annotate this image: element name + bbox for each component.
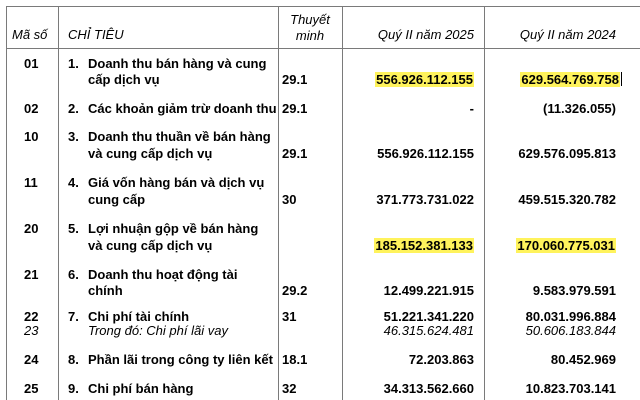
row-note: 29.2 bbox=[282, 283, 308, 298]
row-label-line2: cung cấp bbox=[88, 192, 146, 207]
row-number: 1. bbox=[68, 56, 79, 71]
row-number: 6. bbox=[68, 267, 79, 282]
row-label: Trong đó: Chi phí lãi vay bbox=[88, 323, 228, 338]
highlight: 170.060.775.031 bbox=[517, 238, 615, 253]
header-item: CHỈ TIÊU bbox=[68, 27, 124, 42]
row-value-2024 bbox=[484, 238, 616, 253]
header-note-line1: Thuyết bbox=[290, 12, 330, 27]
row-label: Doanh thu thuần về bán hàng bbox=[88, 129, 271, 144]
row-label-line2: và cung cấp dịch vụ bbox=[88, 146, 213, 161]
row-value-2024: 80.452.969 bbox=[550, 352, 616, 367]
row-value-2025: 371.773.731.022 bbox=[376, 192, 474, 207]
row-code: 23 bbox=[24, 323, 39, 338]
row-label: Chi phí tài chính bbox=[88, 309, 190, 324]
row-label: Lợi nhuận gộp về bán hàng bbox=[88, 221, 259, 236]
row-label-line2: và cung cấp dịch vụ bbox=[88, 238, 213, 253]
row-label: Doanh thu hoạt động tài bbox=[88, 267, 238, 282]
row-value-2025: 51.221.341.220 bbox=[383, 309, 474, 324]
row-value-2024: 9.583.979.591 bbox=[532, 283, 616, 298]
row-code: 02 bbox=[24, 101, 39, 116]
row-code: 11 bbox=[24, 175, 38, 190]
header-q2-2024: Quý II năm 2024 bbox=[519, 27, 616, 42]
row-value-2024 bbox=[484, 72, 622, 87]
row-label-line2: cấp dịch vụ bbox=[88, 72, 160, 87]
row-value-2025: 12.499.221.915 bbox=[383, 283, 474, 298]
header-code: Mã số bbox=[12, 27, 48, 42]
table-divider bbox=[278, 6, 279, 400]
row-note: 18.1 bbox=[282, 352, 308, 367]
row-label-line2: chính bbox=[88, 283, 123, 298]
row-label: Chi phí bán hàng bbox=[88, 381, 194, 396]
row-label: Phần lãi trong công ty liên kết bbox=[88, 352, 273, 367]
header-note-line2: minh bbox=[295, 28, 325, 43]
row-value-2025: 34.313.562.660 bbox=[383, 381, 474, 396]
row-note: 29.1 bbox=[282, 101, 308, 116]
row-number: 5. bbox=[68, 221, 79, 236]
row-note: 30 bbox=[282, 192, 297, 207]
header-q2-2025: Quý II năm 2025 bbox=[377, 27, 474, 42]
row-value-2024: (11.326.055) bbox=[542, 101, 616, 116]
table-divider bbox=[58, 6, 59, 400]
row-code: 24 bbox=[24, 352, 39, 367]
row-number: 2. bbox=[68, 101, 79, 116]
row-value-2024: 80.031.996.884 bbox=[525, 309, 616, 324]
table-border-top bbox=[6, 6, 640, 7]
row-value-2024: 629.576.095.813 bbox=[518, 146, 616, 161]
row-value-2025 bbox=[342, 72, 474, 87]
row-code: 25 bbox=[24, 381, 39, 396]
row-value-2025: 72.203.863 bbox=[408, 352, 474, 367]
row-number: 8. bbox=[68, 352, 79, 367]
row-note: 32 bbox=[282, 381, 297, 396]
row-label: Các khoản giảm trừ doanh thu bbox=[88, 101, 277, 116]
row-label: Doanh thu bán hàng và cung bbox=[88, 56, 267, 71]
table-border-left bbox=[6, 6, 7, 400]
row-number: 9. bbox=[68, 381, 79, 396]
row-number: 3. bbox=[68, 129, 79, 144]
row-value-2025: 46.315.624.481 bbox=[383, 323, 474, 338]
highlight: 185.152.381.133 bbox=[375, 238, 473, 253]
row-value-2024: 10.823.703.141 bbox=[525, 381, 616, 396]
text-cursor bbox=[621, 72, 622, 86]
row-code: 22 bbox=[24, 309, 39, 324]
row-code: 20 bbox=[24, 221, 39, 236]
row-code: 10 bbox=[24, 129, 39, 144]
row-value-2025: 556.926.112.155 bbox=[377, 146, 474, 161]
row-label: Giá vốn hàng bán và dịch vụ bbox=[88, 175, 265, 190]
header-underline bbox=[6, 48, 640, 49]
row-value-2024: 459.515.320.782 bbox=[518, 192, 616, 207]
row-value-2024: 50.606.183.844 bbox=[525, 323, 616, 338]
row-code: 21 bbox=[24, 267, 39, 282]
row-value-2025 bbox=[342, 238, 474, 253]
row-note: 29.1 bbox=[282, 146, 308, 161]
row-number: 7. bbox=[68, 309, 79, 324]
row-value-2025: - bbox=[469, 101, 474, 116]
row-note: 31 bbox=[282, 309, 297, 324]
highlight: 629.564.769.758 bbox=[521, 72, 619, 87]
row-code: 01 bbox=[24, 56, 39, 71]
highlight: 556.926.112.155 bbox=[376, 72, 473, 87]
row-note: 29.1 bbox=[282, 72, 308, 87]
row-number: 4. bbox=[68, 175, 79, 190]
